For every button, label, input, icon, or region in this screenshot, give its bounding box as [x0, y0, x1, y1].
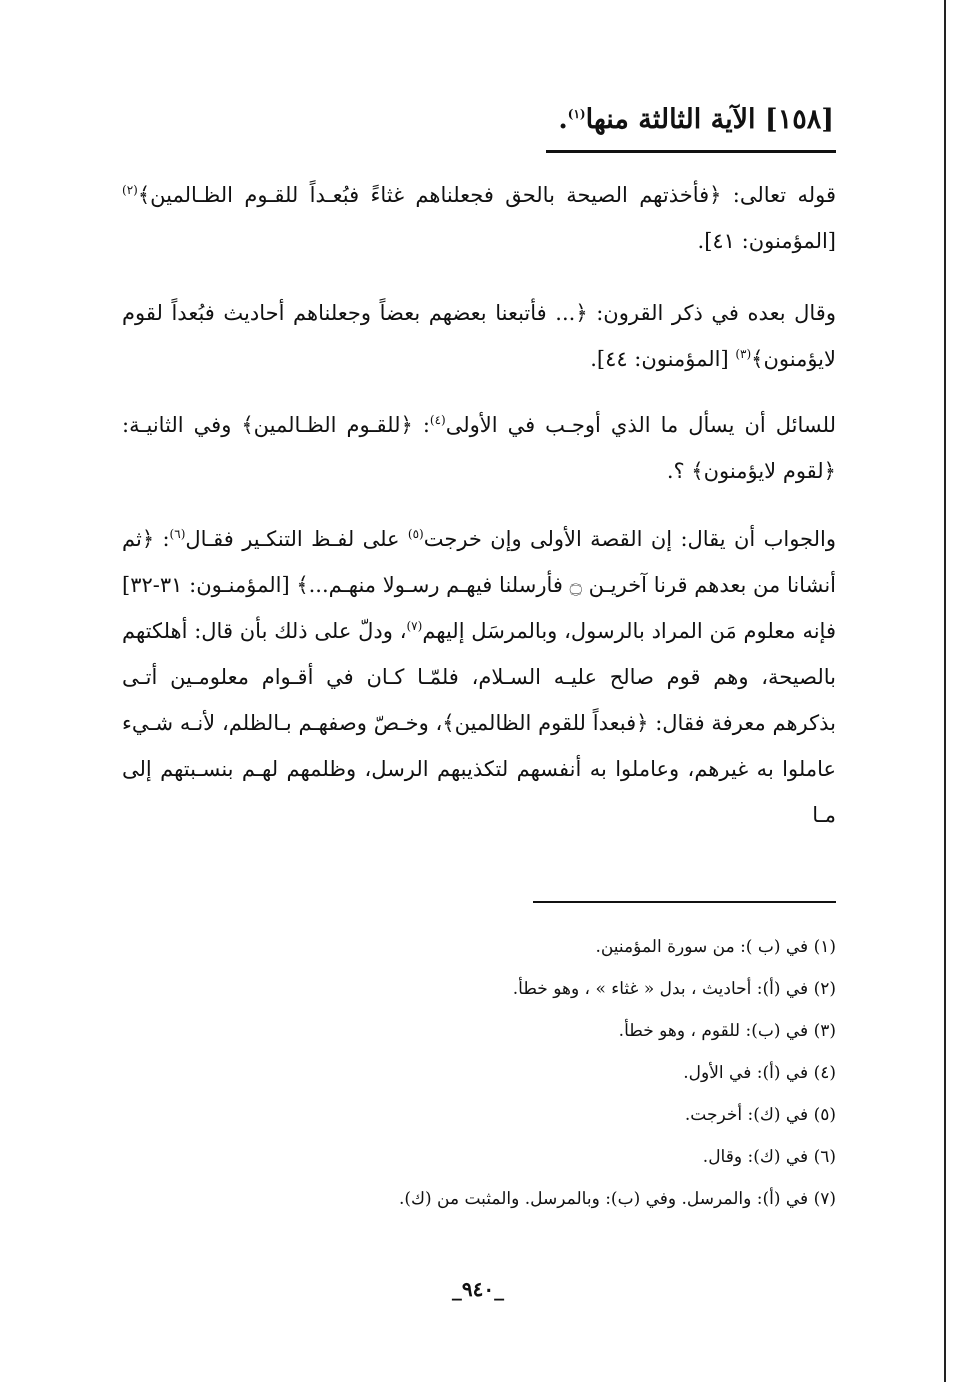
page-edge-line [944, 0, 946, 1382]
paragraph-text: للسائل أن يسأل ما الذي أوجـب في الأولى [445, 413, 836, 437]
footnotes-list [122, 926, 836, 1220]
paragraph-text: ، ودلّ على ذلك بأن قال: أهلكتهم بالصيحة، وهم قوم صالح عليـه السـلام، فلمّـا كـان في أقـوام معلومـين أتـى بذكرهم معرفة فقال: ﴿فبعداً للقوم الظالمين﴾، وخـصّ وصفهـم بـالظلم، لأنـه شـيء عاملوا به غيرهم، وعاملوا به أنفسهم لتكذيبهم الرسل، وظلمهم لهـم بنسـبتهم إلى مـا [122, 619, 836, 827]
footnote-item: (٣) في (ب): للقوم ، وهو خطأ. [618, 1021, 836, 1041]
footnote-item: (٥) في (ك): أخرجت. [684, 1105, 836, 1125]
paragraph-text: [المؤمنون: ٤١]. [697, 229, 836, 253]
heading-end: . [558, 104, 568, 135]
footnote-item: (٦) في (ك): وقال. [702, 1147, 836, 1167]
heading-text: [١٥٨] الآية الثالثة منها [585, 104, 834, 135]
footnote-ref: (٥) [407, 527, 424, 541]
paragraph-text: والجواب أن يقال: إن القصة الأولى وإن خرجت [423, 527, 836, 551]
footnote-item: (٤) في (أ): في الأول. [683, 1063, 836, 1083]
paragraph-text: وقال بعده في ذكر القرون: ﴿... فأتبعنا بعضهم بعضاً وجعلناهم أحاديث فبُعداً لقوم لايؤمنون﴾ [122, 301, 836, 371]
heading-footnote-ref: (١) [567, 107, 586, 121]
footnote-ref: (٢) [122, 183, 138, 197]
paragraph-text: قوله تعالى: ﴿فأخذتهم الصيحة بالحق فجعلناهم غثاءً فبُعـداً للقـوم الظـالمين﴾ [137, 183, 836, 207]
heading-underline [546, 150, 836, 153]
footnote-ref: (٣) [735, 347, 752, 361]
footnote-ref: (٧) [406, 619, 423, 633]
footnote-separator [533, 901, 836, 903]
footnote-item: (٧) في (أ): والمرسل. وفي (ب): وبالمرسل. والمثبت من (ك). [398, 1189, 836, 1209]
paragraph-text: [المؤمنون: ٤٤]. [590, 347, 736, 371]
paragraph-4 [122, 516, 836, 838]
paragraph-3 [122, 402, 836, 494]
paragraph-text: : ﴿ثم أنشانا من بعدهم قرنا آخريـن ۝ فأرسلنا فيهـم رسـولا منهـم...﴾ [المؤمنـون: ٣١-٣٢] فإنه معلوم مَن المراد بالرسول، وبالمرسَل إليهم [122, 527, 836, 643]
section-heading [558, 104, 834, 141]
footnote-ref: (٦) [169, 527, 186, 541]
paragraph-text: : ﴿للقـوم الظـالمين﴾ وفي الثانيـة: ﴿لقوم لايؤمنون﴾ ؟. [122, 413, 836, 483]
footnote-item: (٢) في (أ): أحاديث ، بدل « غثاء » ، وهو خطأ. [512, 979, 836, 999]
page-number: _٩٤٠_ [451, 1277, 505, 1301]
footnote-item: (١) في (ب ): من سورة المؤمنين. [595, 937, 836, 957]
footnote-ref: (٤) [429, 413, 446, 427]
paragraph-1 [122, 172, 836, 264]
paragraph-text: على لفـظ التنكـير فقـال [185, 527, 408, 551]
paragraph-2 [122, 290, 836, 382]
